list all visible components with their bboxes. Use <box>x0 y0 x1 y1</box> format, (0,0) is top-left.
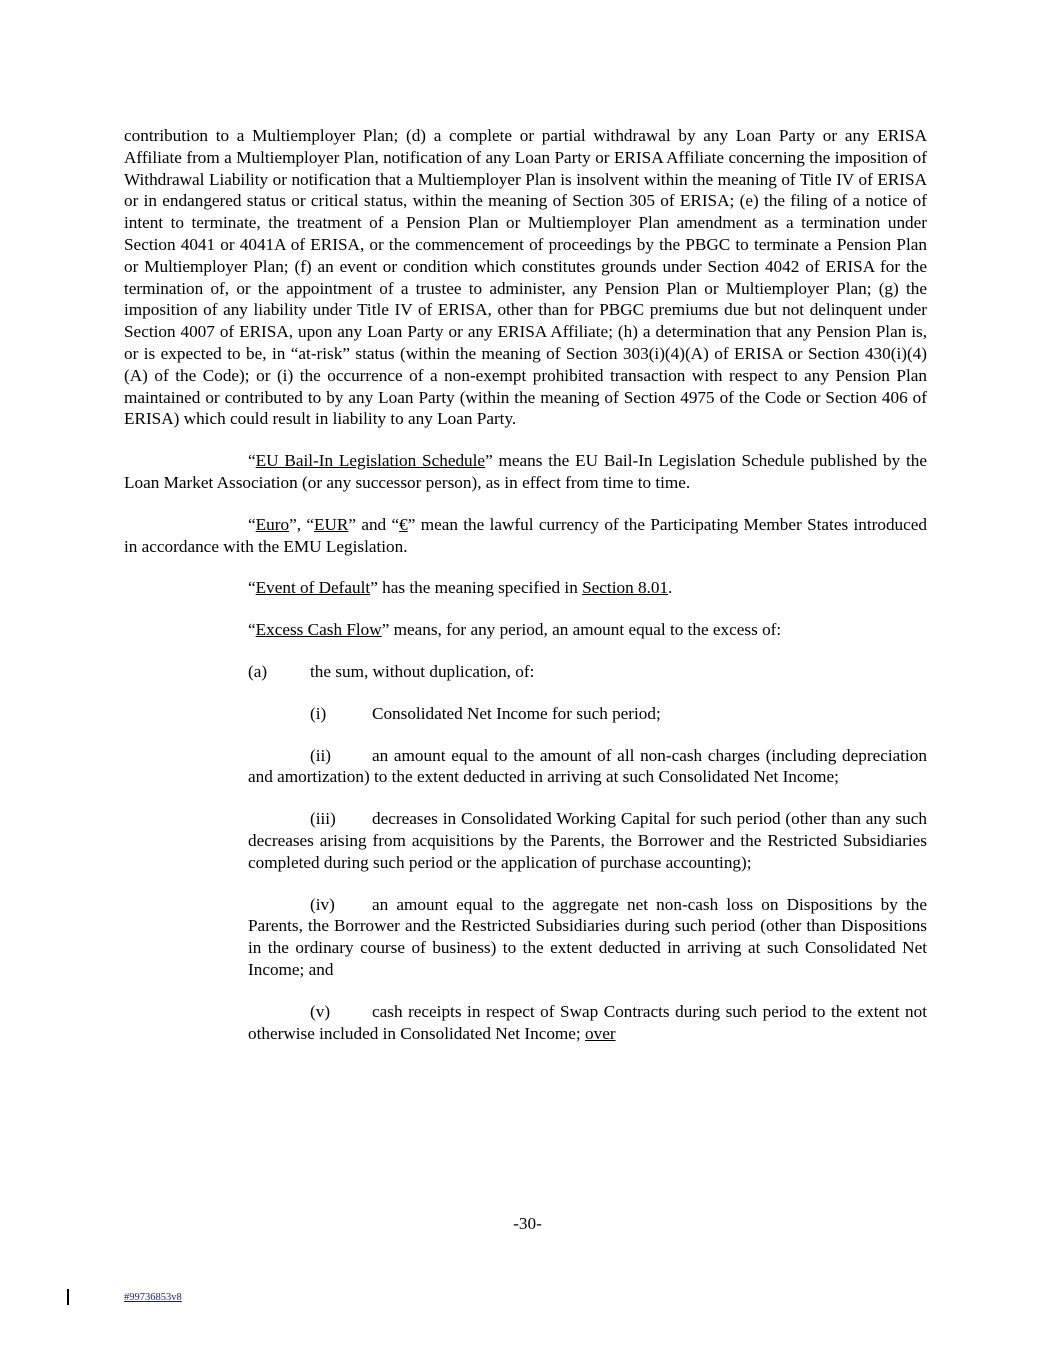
subclause-label: (iii) <box>310 809 336 829</box>
subclause-text: decreases in Consolidated Working Capital for such period (other than any such decreases arising from acquisitions by the Parents, the Borrower and the Restricted Subsidiaries completed during such period or the application of purchase accounting); <box>248 809 927 872</box>
subclause-iv <box>248 894 927 981</box>
definition-text: ” mean the lawful currency of the Participating Member States introduced in accordance with the EMU Legislation. <box>124 514 927 556</box>
definition-text: ” means, for any period, an amount equal to the excess of: <box>381 620 782 640</box>
section-reference: Section 8.01 <box>582 578 669 598</box>
clause-text: the sum, without duplication, of: <box>310 661 535 681</box>
definition-euro <box>124 514 927 558</box>
subclause-text: Consolidated Net Income for such period; <box>372 703 661 723</box>
clause-a <box>124 661 927 683</box>
definition-text: ” has the meaning specified in <box>370 578 583 598</box>
period: . <box>668 578 673 598</box>
subclause-ii <box>248 745 927 789</box>
open-quote: “ <box>248 514 256 534</box>
definition-text: ” means the EU Bail-In Legislation Schedule published by the Loan Market Association (or any successor person), as in effect from time to time. <box>124 451 927 492</box>
subclause-text: an amount equal to the amount of all non-cash charges (including depreciation and amortization) to the extent deducted in arriving at such Consolidated Net Income; <box>248 745 927 787</box>
subclause-text: an amount equal to the aggregate net non-cash loss on Dispositions by the Parents, the Borrower and the Restricted Subsidiaries during such period (other than Dispositions in the ordinary course of business) to the extent deducted in arriving at such Consolidated Net Income; and <box>248 894 927 979</box>
separator: ” and “ <box>348 514 400 534</box>
document-body <box>124 125 927 1064</box>
subclause-v <box>248 1001 927 1045</box>
definition-excess-cash-flow <box>124 619 927 641</box>
open-quote: “ <box>248 620 256 640</box>
change-bar-marker <box>67 1289 69 1305</box>
subclause-iii <box>248 808 927 873</box>
clause-label: (a) <box>248 661 268 681</box>
defined-term: Excess Cash Flow <box>255 620 382 640</box>
page-number: -30- <box>513 1214 542 1233</box>
trailing-word-over: over <box>585 1023 616 1043</box>
erisa-event-paragraph: contribution to a Multiemployer Plan; (d) a complete or partial withdrawal by any Loan Party or any ERISA Affiliate from a Multiemployer Plan, notification of any Loan Party or ERISA Affiliate concerning the imposition of Withdrawal Liability or notification that a Multiemployer Plan is insolvent within the meaning of Title IV of ERISA or in endangered status or critical status, within the meaning of Section 305 of ERISA; (e) the filing of a notice of intent to terminate, the treatment of a Pension Plan or Multiemployer Plan amendment as a termination under Section 4041 or 4041A of ERISA, or the commencement of proceedings by the PBGC to terminate a Pension Plan or Multiemployer Plan; (f) an event or condition which constitutes grounds under Section 4042 of ERISA for the termination of, or the appointment of a trustee to administer, any Pension Plan or Multiemployer Plan; (g) the imposition of any liability under Title IV of ERISA, other than for PBGC premiums due but not delinquent under Section 4007 of ERISA, upon any Loan Party or any ERISA Affiliate; (h) a determination that any Pension Plan is, or is expected to be, in “at-risk” status (within the meaning of Section 303(i)(4)(A) of ERISA or Section 430(i)(4)(A) of the Code); or (i) the occurrence of a non-exempt prohibited transaction with respect to any Pension Plan maintained or contributed to by any Loan Party (within the meaning of Section 4975 of the Code or Section 406 of ERISA) which could result in liability to any Loan Party. <box>124 126 927 429</box>
subclause-label: (i) <box>310 703 327 723</box>
open-quote: “ <box>248 451 256 471</box>
subclause-i <box>310 703 927 725</box>
definition-event-of-default <box>124 577 927 599</box>
subclause-label: (iv) <box>310 894 335 914</box>
separator: ”, “ <box>289 514 314 534</box>
defined-term: Event of Default <box>255 578 371 598</box>
subclause-label: (ii) <box>310 745 331 765</box>
defined-term-eur: EUR <box>313 514 349 534</box>
defined-term-euro-sign: € <box>399 514 408 534</box>
defined-term: EU Bail-In Legislation Schedule <box>255 451 486 471</box>
definition-eu-bail-in-legislation-schedule <box>124 450 927 494</box>
document-id-link[interactable]: #99736853v8 <box>124 1292 182 1303</box>
open-quote: “ <box>248 578 256 598</box>
subclause-label: (v) <box>310 1001 331 1021</box>
subclause-text: cash receipts in respect of Swap Contracts during such period to the extent not otherwise included in Consolidated Net Income; <box>248 1001 927 1043</box>
defined-term-euro: Euro <box>255 514 290 534</box>
